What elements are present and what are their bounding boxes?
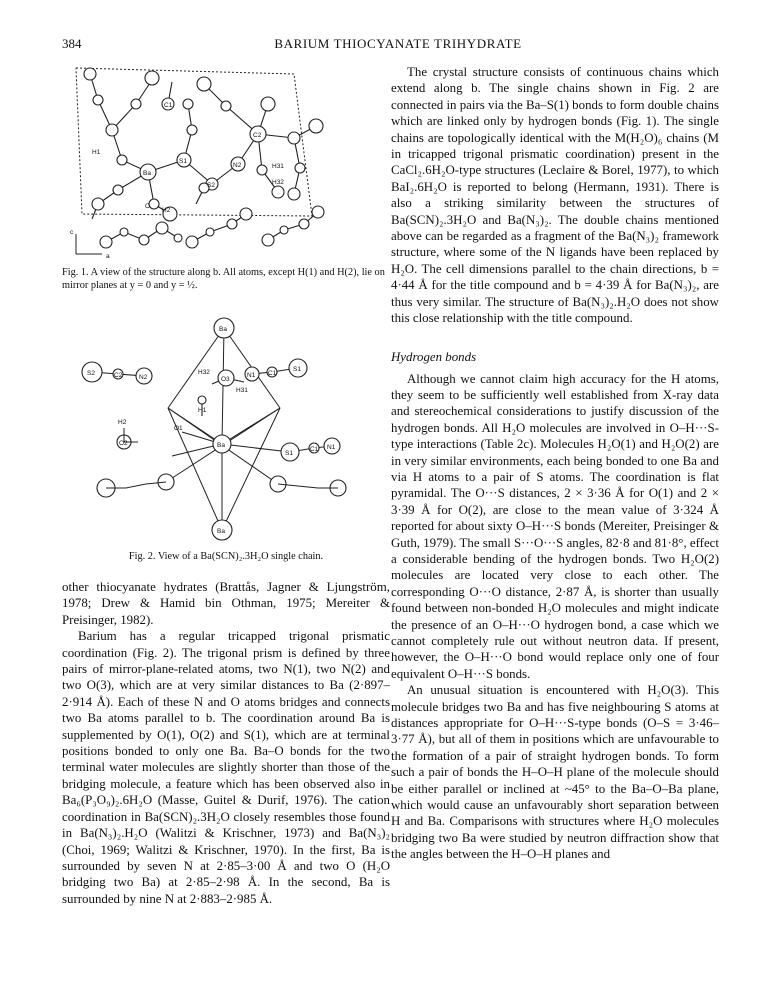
right-paragraph-2: Although we cannot claim high accuracy for the H atoms, they seem to be sufficiently well established from X-ray data and stereochemical considerations to justify discussion of the hydrogen bonds. All H₂O molecules are involved in O–H···S-type interactions (Table 2c). Molecules H₂O(1) and H₂O(2) are in very similar environments, each being bonded to one Ba and via H atoms to a pair of S atoms. The coordination is flat pyramidal. The O···S distances, 2 × 3·36 Å for O(1) and 2 × 3·39 Å for O(2), are close to the mean value of 3·324 Å reported for about sixty O–H···S bonds (Mereiter, Preisinger & Guth, 1979). The small S···O···S angles, 82·8 and 81·8°, effect a considerable bending of the hydrogen bonds. Two H₂O(2) molecules are located very close to each other. The corresponding O···O distance, 2·87 Å, is shorter than usually found between non-bonded H₂O molecules and might indicate the presence of an O–H···O hydrogen bond, a case which we cannot completely rule out without neutron data. If present, however, the O–H···O bond would replace only one of four equivalent O–H···S bonds. — [391, 371, 719, 681]
fig2-label-s1a: S1 — [293, 366, 301, 373]
left-column — [62, 64, 390, 907]
figure-1-structure-view — [62, 64, 390, 260]
fig2-label-s2: S2 — [87, 370, 95, 377]
fig1-label-c2: C2 — [253, 132, 262, 139]
fig2-label-ba-bot: Ba — [217, 528, 225, 535]
fig2-label-o2: O2 — [119, 440, 128, 447]
fig1-label-s1: S1 — [179, 158, 187, 165]
fig1-label-c1: C1 — [164, 102, 173, 109]
fig1-label-s2: S2 — [207, 182, 215, 189]
fig2-label-n2: N2 — [139, 374, 148, 381]
fig2-label-h31: H31 — [236, 387, 248, 394]
fig1-label-h32: H32 — [272, 179, 284, 186]
fig2-label-n1b: N1 — [327, 444, 336, 451]
fig1-axis-c: c — [70, 229, 74, 236]
left-paragraph-2: Barium has a regular tricapped trigonal prismatic coordination (Fig. 2). The trigonal prism is defined by three pairs of mirror-plane-related atoms, two N(1), two N(2) and two O(3), which are at very similar distances to Ba (2·897–2·914 Å). Each of these N and O atoms bridges and connects two Ba atoms parallel to b. The coordination around Ba is supplemented by O(1), O(2) and S(1), which are at terminal positions bonded to only one Ba. Ba–O bonds for the two terminal water molecules are slightly shorter than those of the bridging molecule, a feature which has been observed also in Ba₆(P₃O₉)₂.6H₂O (Masse, Guitel & Durif, 1976). The cation coordination in Ba(SCN)₂.3H₂O closely resembles those found in Ba(N₃)₂.H₂O (Walitzi & Krischner, 1973) and Ba(N₃)₂ (Choi, 1969; Walitzi & Krischner, 1970). In the first, Ba is surrounded by seven N at 2·85–3·00 Å and two O (H₂O bridging two Ba) at 2·85–2·98 Å. In the second, Ba is surrounded by nine N at 2·883–2·985 Å. — [62, 629, 390, 906]
running-title: BARIUM THIOCYANATE TRIHYDRATE — [274, 36, 522, 51]
fig2-label-h32: H32 — [198, 369, 210, 376]
right-paragraph-1: The crystal structure consists of continuous chains which extend along b. The single chains shown in Fig. 2 are connected in pairs via the Ba–S(1) bonds to form double chains which are linked only by hydrogen bonds (Fig. 1). The single chains are topologically identical with the M(H₂O)₆ chains (M in tricapped trigonal prismatic coordination) present in the CaCl₂.6H₂O-type structures (Leclaire & Borel, 1977), to which BaI₂.6H₂O is reported to belong (Hermann, 1931). There is also a striking similarity between the structures of Ba(SCN)₂.3H₂O and Ba(N₃)₂. The double chains mentioned above can be regarded as a fragment of the Ba(N₃)₂ framework structure, where some of the N ligands have been replaced by H₂O. The cell dimensions parallel to the chain directions, b = 4·44 Å for the title compound and b = 4·39 Å for Ba(N₃)₂, are thus very similar. The structure of Ba(N₃)₂.H₂O does not show this close relationship with the title compound. — [391, 65, 719, 326]
fig2-label-ba-top: Ba — [219, 326, 227, 333]
fig2-label-c1a: C1 — [268, 370, 277, 377]
fig1-label-n2: N2 — [233, 162, 242, 169]
section-heading-hydrogen-bonds: Hydrogen bonds — [391, 349, 477, 364]
fig1-label-h31: H31 — [272, 163, 284, 170]
page-number: 384 — [62, 36, 82, 51]
fig2-label-o3: O3 — [221, 376, 230, 383]
fig2-label-s1b: S1 — [285, 450, 293, 457]
fig2-label-n1a: N1 — [247, 372, 256, 379]
fig2-label-o1: O1 — [174, 425, 183, 432]
fig2-label-c1b: C1 — [310, 446, 319, 453]
fig1-label-h2: H2 — [162, 207, 171, 214]
fig1-label-ba: Ba — [143, 170, 151, 177]
fig2-label-ba-mid: Ba — [217, 442, 225, 449]
right-paragraph-3: An unusual situation is encountered with H₂O(3). This molecule bridges two Ba and has five neighbouring S atoms at distances appropriate for O–H···S-type bonds (O–S = 3·46–3·77 Å), but all of them in positions which are unfavourable to the formation of a pair of straight hydrogen bonds. To form such a pair of bonds the H–O–H plane of the molecule should be either parallel or inclined at ~45° to the Ba–O–Ba plane, which would cause an unfavourably short separation between H and Ba. Comparisons with structures where H₂O molecules bridging two Ba were studied by neutron diffraction show that the angles between the H–O–H planes and — [391, 683, 719, 862]
fig1-label-o: O — [145, 203, 151, 210]
figure-2-single-chain — [62, 312, 390, 548]
fig2-label-h2: H2 — [118, 419, 127, 426]
fig2-label-c2: C2 — [114, 372, 123, 379]
figure-2-caption: Fig. 2. View of a Ba(SCN)₂.3H₂O single chain. — [128, 551, 324, 562]
right-column — [391, 64, 719, 863]
left-paragraph-1: other thiocyanate hydrates (Brattås, Jagner & Ljungström, 1978; Drew & Hamid bin Othman, 1975; Mereiter & Preisinger, 1982). — [62, 580, 390, 627]
fig2-label-h1: H1 — [198, 407, 207, 414]
fig1-axis-a: a — [106, 253, 110, 260]
figure-1-caption: Fig. 1. A view of the structure along b. All atoms, except H(1) and H(2), lie on mirror planes at y = 0 and y = ½. — [62, 267, 385, 291]
running-head — [62, 36, 734, 54]
fig1-label-h1: H1 — [92, 149, 101, 156]
